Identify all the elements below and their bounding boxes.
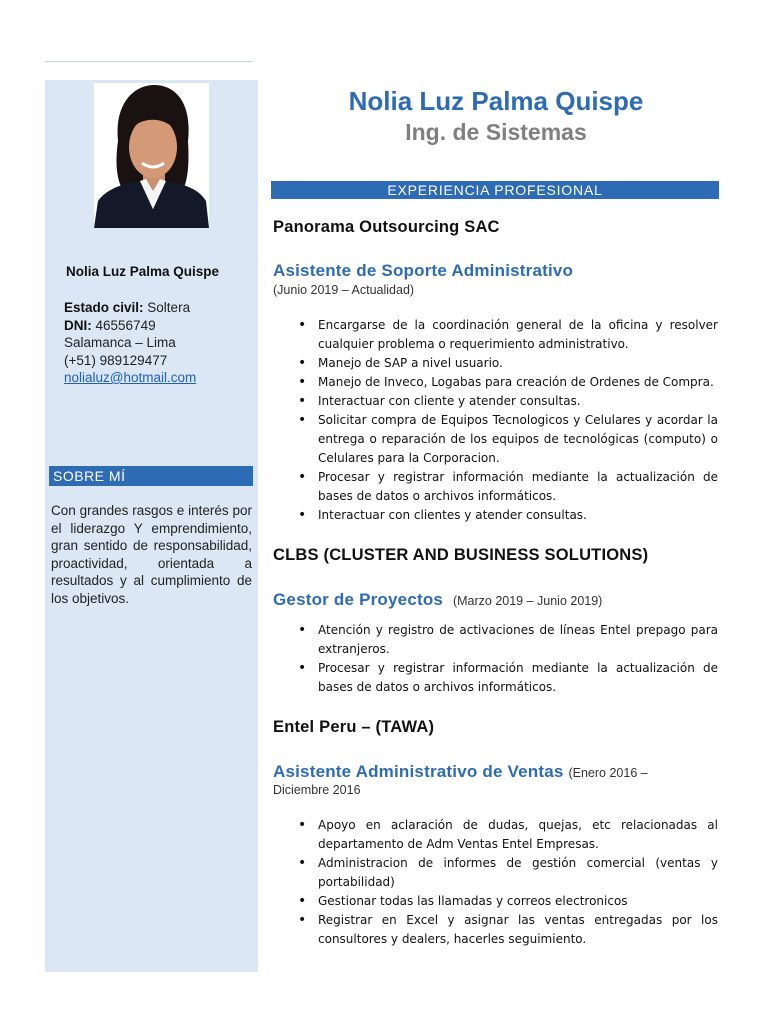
date-2: (Marzo 2019 – Junio 2019) (452, 594, 603, 608)
page-subtitle: Ing. de Sistemas (405, 119, 587, 145)
list-item: • Interactuar con cliente y atender consultas. (298, 392, 718, 411)
phone: (+51) 989129477 (64, 352, 168, 368)
sidebar-name: Nolia Luz Palma Quispe (66, 264, 220, 279)
top-divider (45, 61, 253, 62)
list-item: • Procesar y registrar información mediante la actualización de bases de datos o archivos informáticos. (298, 659, 718, 697)
company-2: CLBS (CLUSTER AND BUSINESS SOLUTIONS) (273, 546, 649, 564)
date-3-start: (Enero 2016 – (568, 766, 648, 780)
profile-photo (94, 83, 209, 228)
email-link[interactable]: nolialuz@hotmail.com (64, 370, 197, 385)
list-item: • Encargarse de la coordinación general de la oficina y resolver cualquier problema o requerimiento administrativo. (298, 316, 718, 354)
contact-info (64, 299, 196, 387)
role-1: Asistente de Soporte Administrativo (273, 261, 574, 280)
list-item: • Atención y registro de activaciones de líneas Entel prepago para extranjeros. (298, 621, 718, 659)
job-1-bullets (298, 316, 718, 525)
company-3: Entel Peru – (TAWA) (273, 718, 435, 736)
role-2: Gestor de Proyectos (Marzo 2019 – Junio 2019) (273, 590, 603, 609)
dni: DNI: 46556749 (64, 317, 156, 333)
list-item: • Solicitar compra de Equipos Tecnologicos y Celulares y acordar la entrega o reparación de los equipos de tecnológicas (computo) o Celulares para la Corporacion. (298, 411, 718, 468)
job-2-bullets (298, 621, 718, 697)
list-item: • Registrar en Excel y asignar las ventas entregadas por los consultores y dealers, hacerles seguimiento. (298, 911, 718, 949)
list-item: • Manejo de Inveco, Logabas para creación de Ordenes de Compra. (298, 373, 718, 392)
address: Salamanca – Lima (64, 335, 176, 350)
job-3-bullets (298, 816, 718, 949)
list-item: • Apoyo en aclaración de dudas, quejas, etc relacionadas al departamento de Adm Ventas Entel Empresas. (298, 816, 718, 854)
date-1: (Junio 2019 – Actualidad) (273, 283, 415, 297)
date-3-end: Diciembre 2016 (273, 783, 361, 797)
list-item: • Manejo de SAP a nivel usuario. (298, 354, 718, 373)
experience-heading: EXPERIENCIA PROFESIONAL (271, 181, 719, 199)
about-text: Con grandes rasgos e interés por el liderazgo Y emprendimiento, gran sentido de responsabilidad, proactividad, orientada a resultados y al cumplimiento de los objetivos. (51, 503, 252, 606)
list-item: • Interactuar con clientes y atender consultas. (298, 506, 718, 525)
company-1: Panorama Outsourcing SAC (273, 218, 500, 236)
marital-status: Estado civil: Soltera (64, 300, 191, 315)
list-item: • Procesar y registrar información mediante la actualización de bases de datos o archivos informáticos. (298, 468, 718, 506)
list-item: • Gestionar todas las llamadas y correos electronicos (298, 892, 718, 911)
page-title: Nolia Luz Palma Quispe (348, 86, 644, 116)
about-heading: SOBRE MÍ (49, 466, 253, 486)
list-item: • Administracion de informes de gestión comercial (ventas y portabilidad) (298, 854, 718, 892)
role-3: Asistente Administrativo de Ventas (Enero 2016 – (273, 762, 648, 781)
